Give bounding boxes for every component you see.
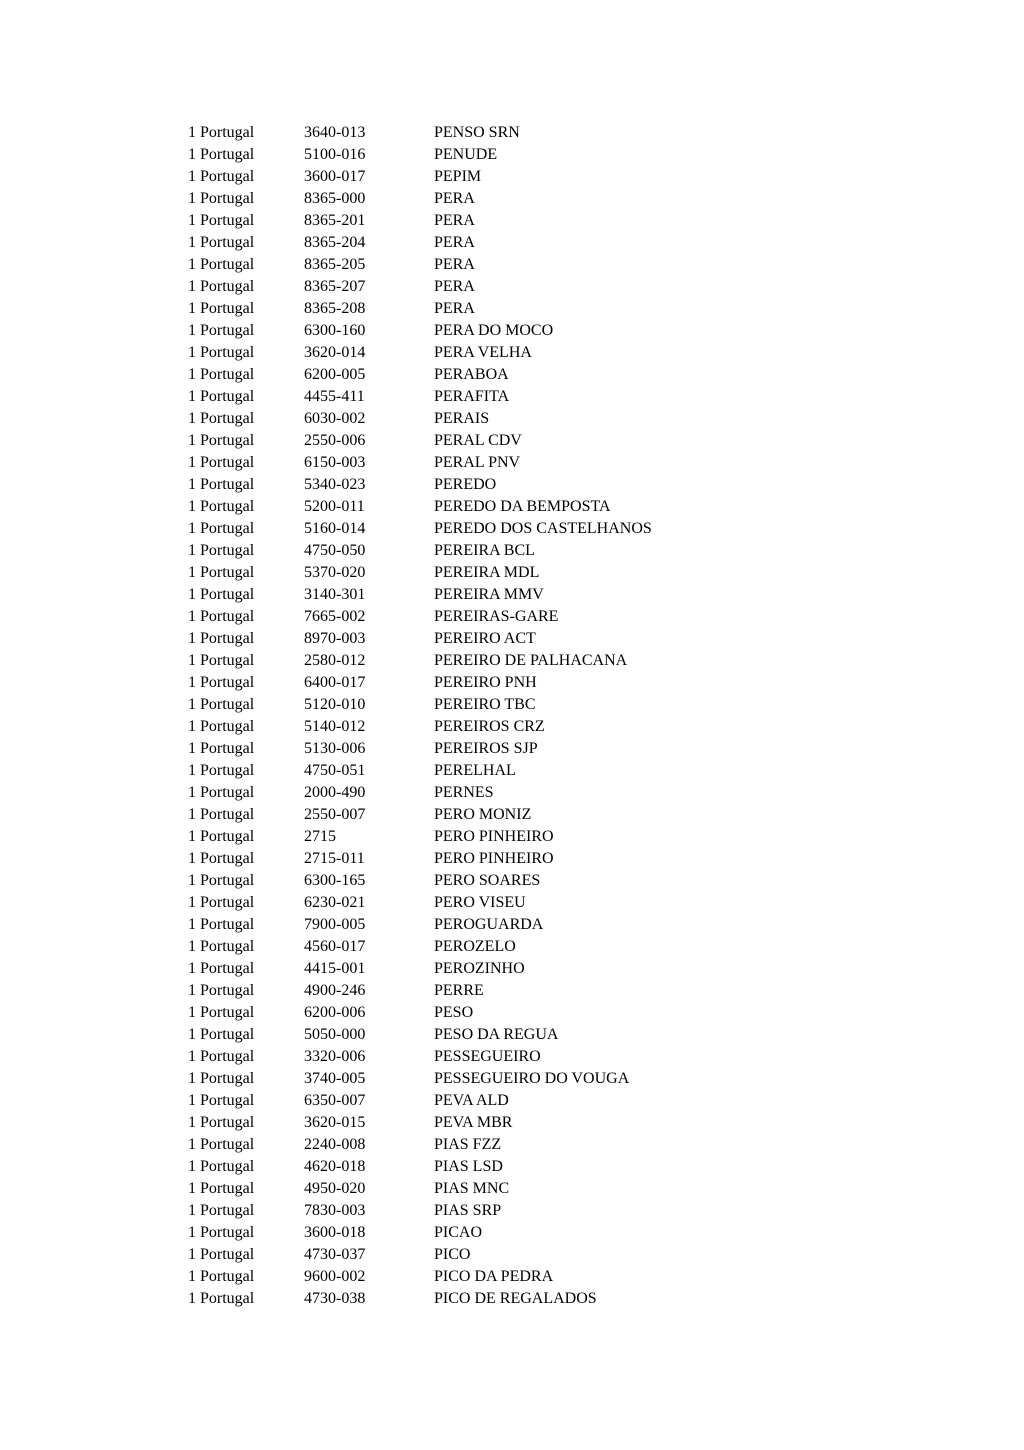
postal-code-cell: 4900-246 [304, 982, 366, 999]
postal-code-cell: 8365-000 [304, 190, 366, 207]
table-row [0, 144, 1024, 166]
table-row [0, 804, 1024, 826]
country-cell: 1 Portugal [188, 300, 255, 317]
postal-code-cell: 3320-006 [304, 1048, 366, 1065]
table-row [0, 496, 1024, 518]
place-name-cell: PEREDO DA BEMPOSTA [434, 498, 611, 515]
table-row [0, 694, 1024, 716]
place-name-cell: PEREIRAS-GARE [434, 608, 559, 625]
postal-code-cell: 2580-012 [304, 652, 366, 669]
country-cell: 1 Portugal [188, 1026, 255, 1043]
table-row [0, 1068, 1024, 1090]
postal-code-cell: 7830-003 [304, 1202, 366, 1219]
table-row [0, 892, 1024, 914]
place-name-cell: PENUDE [434, 146, 498, 163]
place-name-cell: PIAS FZZ [434, 1136, 502, 1153]
table-row [0, 342, 1024, 364]
table-row [0, 1090, 1024, 1112]
country-cell: 1 Portugal [188, 520, 255, 537]
postal-code-cell: 8365-201 [304, 212, 366, 229]
table-row [0, 1002, 1024, 1024]
table-row [0, 188, 1024, 210]
place-name-cell: PESSEGUEIRO [434, 1048, 541, 1065]
place-name-cell: PEPIM [434, 168, 482, 185]
place-name-cell: PERAL PNV [434, 454, 521, 471]
table-row [0, 1112, 1024, 1134]
postal-code-cell: 4620-018 [304, 1158, 366, 1175]
postal-code-cell: 2240-008 [304, 1136, 366, 1153]
place-name-cell: PEVA ALD [434, 1092, 509, 1109]
postal-code-cell: 5160-014 [304, 520, 366, 537]
postal-code-cell: 2550-006 [304, 432, 366, 449]
table-row [0, 738, 1024, 760]
country-cell: 1 Portugal [188, 1048, 255, 1065]
country-cell: 1 Portugal [188, 1268, 255, 1285]
postal-code-cell: 2715-011 [304, 850, 365, 867]
place-name-cell: PEROZELO [434, 938, 516, 955]
country-cell: 1 Portugal [188, 784, 255, 801]
place-name-cell: PEROZINHO [434, 960, 525, 977]
table-row [0, 1134, 1024, 1156]
postal-code-cell: 7900-005 [304, 916, 366, 933]
table-row [0, 958, 1024, 980]
place-name-cell: PEREIRO ACT [434, 630, 536, 647]
country-cell: 1 Portugal [188, 916, 255, 933]
table-row [0, 914, 1024, 936]
country-cell: 1 Portugal [188, 718, 255, 735]
country-cell: 1 Portugal [188, 454, 255, 471]
postal-code-cell: 6150-003 [304, 454, 366, 471]
country-cell: 1 Portugal [188, 652, 255, 669]
postal-code-cell: 3600-018 [304, 1224, 366, 1241]
country-cell: 1 Portugal [188, 850, 255, 867]
postal-code-cell: 2000-490 [304, 784, 366, 801]
place-name-cell: PEVA MBR [434, 1114, 513, 1131]
table-row [0, 1222, 1024, 1244]
place-name-cell: PERA VELHA [434, 344, 532, 361]
place-name-cell: PERA DO MOCO [434, 322, 554, 339]
table-row [0, 782, 1024, 804]
postal-code-cell: 5200-011 [304, 498, 365, 515]
place-name-cell: PEROGUARDA [434, 916, 544, 933]
country-cell: 1 Portugal [188, 124, 255, 141]
country-cell: 1 Portugal [188, 1158, 255, 1175]
table-row [0, 826, 1024, 848]
place-name-cell: PERELHAL [434, 762, 516, 779]
country-cell: 1 Portugal [188, 1246, 255, 1263]
postal-code-cell: 4730-038 [304, 1290, 366, 1307]
country-cell: 1 Portugal [188, 872, 255, 889]
table-row [0, 1288, 1024, 1310]
table-row [0, 606, 1024, 628]
country-cell: 1 Portugal [188, 740, 255, 757]
postal-code-cell: 3620-015 [304, 1114, 366, 1131]
country-cell: 1 Portugal [188, 696, 255, 713]
table-row [0, 716, 1024, 738]
table-row [0, 672, 1024, 694]
country-cell: 1 Portugal [188, 256, 255, 273]
place-name-cell: PERA [434, 212, 475, 229]
place-name-cell: PIAS MNC [434, 1180, 510, 1197]
table-row [0, 980, 1024, 1002]
place-name-cell: PEREIROS CRZ [434, 718, 545, 735]
country-cell: 1 Portugal [188, 894, 255, 911]
postal-code-cell: 3140-301 [304, 586, 366, 603]
postal-code-cell: 6200-005 [304, 366, 366, 383]
country-cell: 1 Portugal [188, 608, 255, 625]
table-row [0, 1046, 1024, 1068]
country-cell: 1 Portugal [188, 234, 255, 251]
postal-code-list [0, 122, 1024, 1310]
country-cell: 1 Portugal [188, 278, 255, 295]
table-row [0, 562, 1024, 584]
place-name-cell: PERO PINHEIRO [434, 828, 554, 845]
table-row [0, 408, 1024, 430]
postal-code-cell: 8365-208 [304, 300, 366, 317]
country-cell: 1 Portugal [188, 498, 255, 515]
table-row [0, 870, 1024, 892]
country-cell: 1 Portugal [188, 476, 255, 493]
postal-code-cell: 8970-003 [304, 630, 366, 647]
place-name-cell: PEREIRO TBC [434, 696, 536, 713]
place-name-cell: PESSEGUEIRO DO VOUGA [434, 1070, 630, 1087]
table-row [0, 848, 1024, 870]
country-cell: 1 Portugal [188, 1114, 255, 1131]
place-name-cell: PICO DA PEDRA [434, 1268, 554, 1285]
country-cell: 1 Portugal [188, 982, 255, 999]
postal-code-cell: 7665-002 [304, 608, 366, 625]
postal-code-cell: 4950-020 [304, 1180, 366, 1197]
table-row [0, 540, 1024, 562]
table-row [0, 518, 1024, 540]
place-name-cell: PICAO [434, 1224, 483, 1241]
postal-code-cell: 2550-007 [304, 806, 366, 823]
country-cell: 1 Portugal [188, 1180, 255, 1197]
table-row [0, 254, 1024, 276]
country-cell: 1 Portugal [188, 806, 255, 823]
table-row [0, 1024, 1024, 1046]
table-row [0, 430, 1024, 452]
country-cell: 1 Portugal [188, 146, 255, 163]
table-row [0, 584, 1024, 606]
country-cell: 1 Portugal [188, 1224, 255, 1241]
place-name-cell: PERABOA [434, 366, 509, 383]
table-row [0, 364, 1024, 386]
postal-code-cell: 3740-005 [304, 1070, 366, 1087]
table-row [0, 166, 1024, 188]
country-cell: 1 Portugal [188, 1092, 255, 1109]
postal-code-cell: 6300-160 [304, 322, 366, 339]
postal-code-cell: 6350-007 [304, 1092, 366, 1109]
country-cell: 1 Portugal [188, 1004, 255, 1021]
place-name-cell: PERA [434, 190, 475, 207]
place-name-cell: PEREDO DOS CASTELHANOS [434, 520, 652, 537]
postal-code-cell: 4750-050 [304, 542, 366, 559]
country-cell: 1 Portugal [188, 432, 255, 449]
place-name-cell: PICO [434, 1246, 471, 1263]
country-cell: 1 Portugal [188, 410, 255, 427]
place-name-cell: PEREIRA BCL [434, 542, 535, 559]
table-row [0, 1200, 1024, 1222]
country-cell: 1 Portugal [188, 168, 255, 185]
country-cell: 1 Portugal [188, 344, 255, 361]
place-name-cell: PERA [434, 234, 475, 251]
place-name-cell: PERA [434, 278, 475, 295]
postal-code-cell: 5370-020 [304, 564, 366, 581]
place-name-cell: PESO [434, 1004, 474, 1021]
table-row [0, 276, 1024, 298]
postal-code-cell: 8365-207 [304, 278, 366, 295]
country-cell: 1 Portugal [188, 564, 255, 581]
postal-code-cell: 6400-017 [304, 674, 366, 691]
place-name-cell: PEREIRA MMV [434, 586, 544, 603]
country-cell: 1 Portugal [188, 762, 255, 779]
postal-code-cell: 2715 [304, 828, 336, 845]
table-row [0, 474, 1024, 496]
place-name-cell: PERAFITA [434, 388, 510, 405]
place-name-cell: PICO DE REGALADOS [434, 1290, 597, 1307]
table-row [0, 320, 1024, 342]
postal-code-cell: 5120-010 [304, 696, 366, 713]
country-cell: 1 Portugal [188, 1070, 255, 1087]
country-cell: 1 Portugal [188, 212, 255, 229]
table-row [0, 298, 1024, 320]
postal-code-cell: 6030-002 [304, 410, 366, 427]
postal-code-cell: 4750-051 [304, 762, 366, 779]
postal-code-cell: 6300-165 [304, 872, 366, 889]
place-name-cell: PERAL CDV [434, 432, 522, 449]
place-name-cell: PIAS SRP [434, 1202, 502, 1219]
table-row [0, 628, 1024, 650]
table-row [0, 760, 1024, 782]
country-cell: 1 Portugal [188, 938, 255, 955]
place-name-cell: PENSO SRN [434, 124, 520, 141]
place-name-cell: PIAS LSD [434, 1158, 503, 1175]
country-cell: 1 Portugal [188, 828, 255, 845]
postal-code-cell: 9600-002 [304, 1268, 366, 1285]
place-name-cell: PEREIROS SJP [434, 740, 538, 757]
table-row [0, 650, 1024, 672]
country-cell: 1 Portugal [188, 366, 255, 383]
place-name-cell: PERRE [434, 982, 484, 999]
postal-code-cell: 5140-012 [304, 718, 366, 735]
country-cell: 1 Portugal [188, 322, 255, 339]
postal-code-cell: 5100-016 [304, 146, 366, 163]
country-cell: 1 Portugal [188, 586, 255, 603]
table-row [0, 210, 1024, 232]
country-cell: 1 Portugal [188, 1136, 255, 1153]
place-name-cell: PERO MONIZ [434, 806, 532, 823]
postal-code-cell: 6230-021 [304, 894, 366, 911]
table-row [0, 1178, 1024, 1200]
country-cell: 1 Portugal [188, 630, 255, 647]
table-row [0, 386, 1024, 408]
country-cell: 1 Portugal [188, 190, 255, 207]
place-name-cell: PERO PINHEIRO [434, 850, 554, 867]
country-cell: 1 Portugal [188, 960, 255, 977]
postal-code-cell: 5050-000 [304, 1026, 366, 1043]
place-name-cell: PEREIRA MDL [434, 564, 540, 581]
postal-code-cell: 5130-006 [304, 740, 366, 757]
place-name-cell: PERA [434, 256, 475, 273]
postal-code-cell: 3640-013 [304, 124, 366, 141]
postal-code-cell: 8365-204 [304, 234, 366, 251]
postal-code-cell: 8365-205 [304, 256, 366, 273]
table-row [0, 232, 1024, 254]
table-row [0, 1244, 1024, 1266]
table-row [0, 1266, 1024, 1288]
postal-code-cell: 4560-017 [304, 938, 366, 955]
country-cell: 1 Portugal [188, 1290, 255, 1307]
country-cell: 1 Portugal [188, 1202, 255, 1219]
place-name-cell: PEREDO [434, 476, 497, 493]
place-name-cell: PEREIRO PNH [434, 674, 537, 691]
place-name-cell: PERAIS [434, 410, 490, 427]
table-row [0, 122, 1024, 144]
place-name-cell: PERNES [434, 784, 494, 801]
postal-code-cell: 4455-411 [304, 388, 365, 405]
postal-code-cell: 4415-001 [304, 960, 366, 977]
country-cell: 1 Portugal [188, 388, 255, 405]
table-row [0, 936, 1024, 958]
postal-code-cell: 3620-014 [304, 344, 366, 361]
place-name-cell: PERA [434, 300, 475, 317]
postal-code-cell: 6200-006 [304, 1004, 366, 1021]
place-name-cell: PESO DA REGUA [434, 1026, 559, 1043]
postal-code-cell: 4730-037 [304, 1246, 366, 1263]
country-cell: 1 Portugal [188, 674, 255, 691]
postal-code-cell: 3600-017 [304, 168, 366, 185]
place-name-cell: PEREIRO DE PALHACANA [434, 652, 628, 669]
table-row [0, 452, 1024, 474]
country-cell: 1 Portugal [188, 542, 255, 559]
place-name-cell: PERO VISEU [434, 894, 526, 911]
table-row [0, 1156, 1024, 1178]
place-name-cell: PERO SOARES [434, 872, 541, 889]
postal-code-cell: 5340-023 [304, 476, 366, 493]
